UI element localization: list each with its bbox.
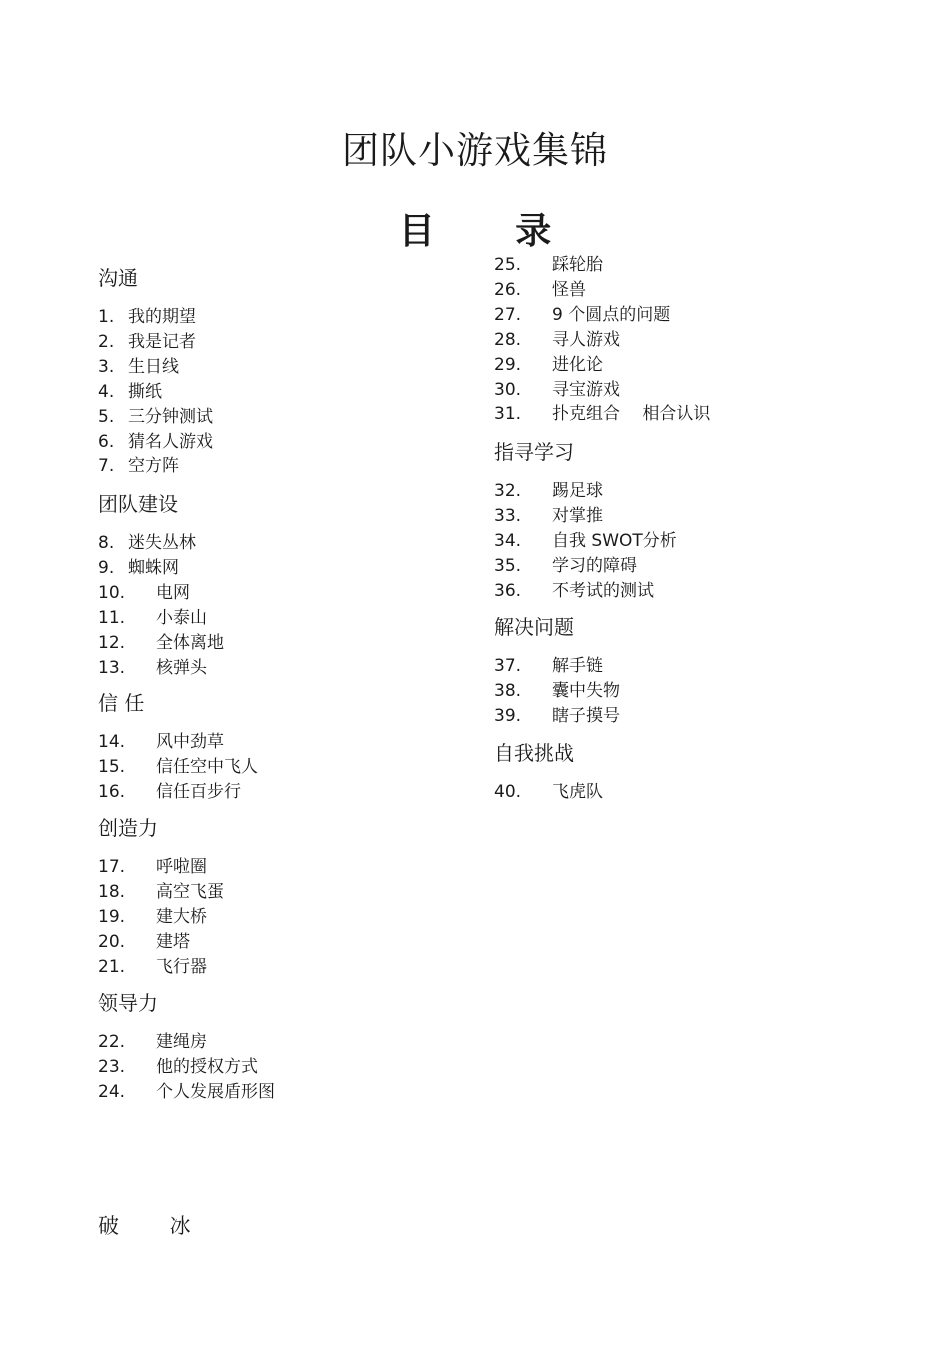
section-heading: 领导力 [98, 991, 158, 1015]
toc-entry-label: 9 个圆点的问题 [552, 304, 671, 325]
toc-entry-number: 26. [494, 279, 522, 300]
toc-entry-number: 15. [98, 756, 126, 777]
toc-entry-number: 27. [494, 304, 522, 325]
toc-entry-number: 2. [98, 331, 115, 352]
toc-entry-number: 35. [494, 555, 522, 576]
section-heading: 团队建设 [98, 492, 178, 516]
toc-entry-label: 全体离地 [156, 632, 224, 653]
toc-entry-label: 迷失丛林 [128, 533, 196, 553]
toc-entry-label: 飞虎队 [552, 782, 603, 802]
toc-entry-label: 生日线 [128, 356, 179, 377]
toc-entry-number: 24. [98, 1081, 126, 1102]
toc-entry-number: 31. [494, 404, 522, 425]
toc-entry-number: 25. [494, 255, 522, 275]
toc-entry-number: 12. [98, 632, 126, 653]
section-heading: 创造力 [98, 816, 158, 840]
toc-entry-label: 对掌推 [552, 505, 603, 526]
toc-entry-label: 空方阵 [128, 456, 179, 477]
toc-entry-number: 13. [98, 657, 126, 678]
toc-entry-label: 学习的障碍 [552, 555, 637, 576]
toc-entry-number: 23. [98, 1056, 126, 1077]
toc-entry-label: 高空飞蛋 [156, 881, 224, 902]
toc-entry-label: 小泰山 [156, 607, 207, 628]
toc-entry-number: 29. [494, 354, 522, 375]
toc-entry-label: 风中劲草 [156, 732, 224, 752]
toc-entry-number: 30. [494, 379, 522, 400]
toc-entry-number: 17. [98, 857, 126, 877]
toc-entry-number: 9. [98, 557, 115, 578]
toc-entry-label: 寻人游戏 [552, 329, 620, 350]
toc-entry-label: 扑克组合 相合认识 [552, 404, 711, 425]
toc-entry-label: 囊中失物 [552, 680, 620, 701]
toc-entry-label: 我的期望 [128, 307, 196, 327]
toc-entry-number: 28. [494, 329, 522, 350]
toc-entry-label: 进化论 [552, 354, 603, 375]
toc-entry-number: 34. [494, 530, 522, 551]
toc-entry-number: 21. [98, 956, 126, 977]
toc-heading: 目 录 [398, 211, 586, 252]
toc-entry-label: 呼啦圈 [156, 857, 207, 877]
section-heading: 解决问题 [494, 615, 574, 639]
toc-entry-label: 怪兽 [552, 279, 586, 300]
toc-entry-label: 寻宝游戏 [552, 379, 620, 400]
section-heading-icebreak: 破 冰 [98, 1214, 213, 1238]
section-heading: 信 任 [98, 691, 145, 715]
toc-entry-label: 解手链 [552, 656, 603, 676]
toc-entry-number: 7. [98, 456, 115, 477]
toc-entry-number: 3. [98, 356, 115, 377]
toc-entry-number: 14. [98, 732, 126, 752]
toc-entry-number: 16. [98, 781, 126, 802]
toc-entry-label: 核弹头 [156, 657, 207, 678]
toc-entry-number: 37. [494, 656, 522, 676]
toc-entry-label: 我是记者 [128, 331, 196, 352]
toc-entry-label: 飞行器 [156, 956, 207, 977]
section-heading: 沟通 [98, 266, 138, 290]
toc-entry-label: 建绳房 [156, 1032, 207, 1052]
toc-entry-number: 10. [98, 582, 126, 603]
toc-entry-number: 1. [98, 307, 115, 327]
toc-entry-number: 36. [494, 580, 522, 601]
toc-entry-label: 信任百步行 [156, 781, 241, 802]
toc-entry-label: 踢足球 [552, 481, 603, 501]
toc-entry-label: 自我 SWOT分析 [552, 530, 677, 551]
toc-entry-label: 不考试的测试 [552, 580, 654, 601]
toc-entry-label: 信任空中飞人 [156, 756, 258, 777]
toc-entry-number: 4. [98, 381, 115, 402]
toc-entry-label: 三分钟测试 [128, 406, 213, 427]
toc-entry-label: 踩轮胎 [552, 255, 603, 275]
toc-entry-number: 19. [98, 906, 126, 927]
toc-entry-number: 39. [494, 705, 522, 726]
toc-entry-number: 6. [98, 431, 115, 452]
toc-entry-label: 建大桥 [156, 906, 207, 927]
toc-entry-label: 电网 [156, 582, 190, 603]
toc-entry-number: 20. [98, 931, 126, 952]
toc-entry-label: 撕纸 [128, 381, 162, 402]
toc-entry-number: 8. [98, 533, 115, 553]
document-title: 团队小游戏集锦 [342, 129, 608, 172]
toc-entry-number: 33. [494, 505, 522, 526]
toc-entry-number: 38. [494, 680, 522, 701]
toc-entry-label: 瞎子摸号 [552, 705, 620, 726]
toc-entry-number: 5. [98, 406, 115, 427]
toc-entry-number: 32. [494, 481, 522, 501]
toc-entry-label: 他的授权方式 [156, 1056, 258, 1077]
section-heading: 指寻学习 [494, 440, 574, 464]
toc-entry-label: 蜘蛛网 [128, 557, 179, 578]
toc-entry-number: 22. [98, 1032, 126, 1052]
toc-entry-number: 40. [494, 782, 522, 802]
section-heading: 自我挑战 [494, 741, 574, 765]
toc-entry-number: 18. [98, 881, 126, 902]
toc-entry-label: 猜名人游戏 [128, 431, 213, 452]
toc-entry-label: 个人发展盾形图 [156, 1081, 275, 1102]
toc-entry-number: 11. [98, 607, 126, 628]
toc-entry-label: 建塔 [156, 931, 190, 952]
